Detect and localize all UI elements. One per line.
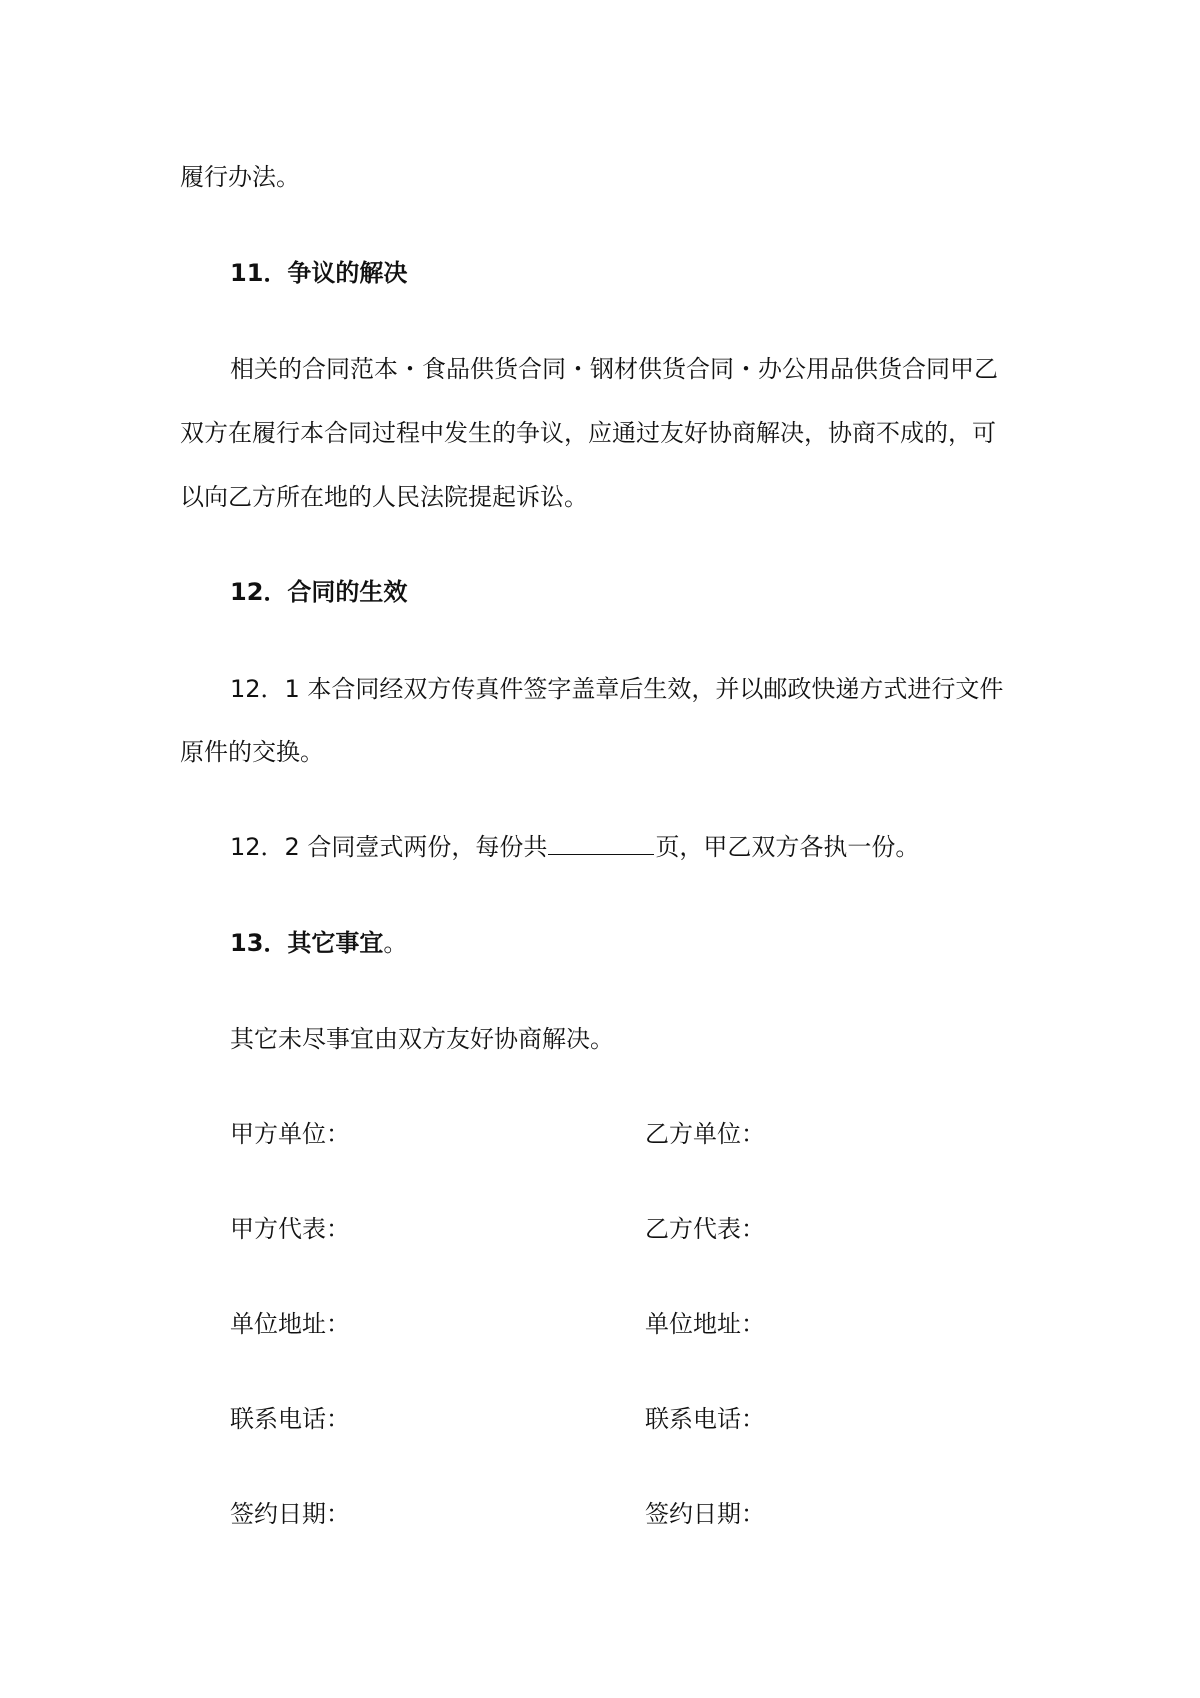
party-a-rep-label: 甲方代表： [230,1215,350,1243]
party-b-date-label: 签约日期： [645,1500,765,1528]
section-13-body: 其它未尽事宜由双方友好协商解决。 [230,1025,614,1053]
section-13-heading-tail: 。 [383,929,408,957]
section-11-body-line1: 相关的合同范本・食品供货合同・钢材供货合同・办公用品供货合同甲乙 [230,355,998,383]
party-a-phone-label: 联系电话： [230,1405,350,1433]
section-11-heading: 11．争议的解决 [230,259,408,287]
section-11-body-line2: 双方在履行本合同过程中发生的争议，应通过友好协商解决，协商不成的，可 [180,419,996,447]
intro-tail-text: 履行办法。 [180,163,300,191]
clause-12-1-line1: 12．1 本合同经双方传真件签字盖章后生效，并以邮政快递方式进行文件 [230,675,1004,703]
section-13-heading-text: 13．其它事宜 [230,929,384,957]
clause-12-2-suffix: 页，甲乙双方各执一份。 [655,833,920,861]
clause-12-2 [230,830,919,864]
party-b-unit-label: 乙方单位： [645,1120,765,1148]
section-13-heading [230,926,407,960]
party-a-date-label: 签约日期： [230,1500,350,1528]
party-a-unit-label: 甲方单位： [230,1120,350,1148]
clause-12-2-prefix: 12．2 合同壹式两份，每份共 [230,833,548,861]
section-12-heading: 12．合同的生效 [230,578,408,606]
page-count-blank [548,832,654,855]
party-b-rep-label: 乙方代表： [645,1215,765,1243]
party-b-phone-label: 联系电话： [645,1405,765,1433]
clause-12-1-line2: 原件的交换。 [180,738,324,766]
party-b-address-label: 单位地址： [645,1310,765,1338]
party-a-address-label: 单位地址： [230,1310,350,1338]
section-11-body-line3: 以向乙方所在地的人民法院提起诉讼。 [180,483,588,511]
